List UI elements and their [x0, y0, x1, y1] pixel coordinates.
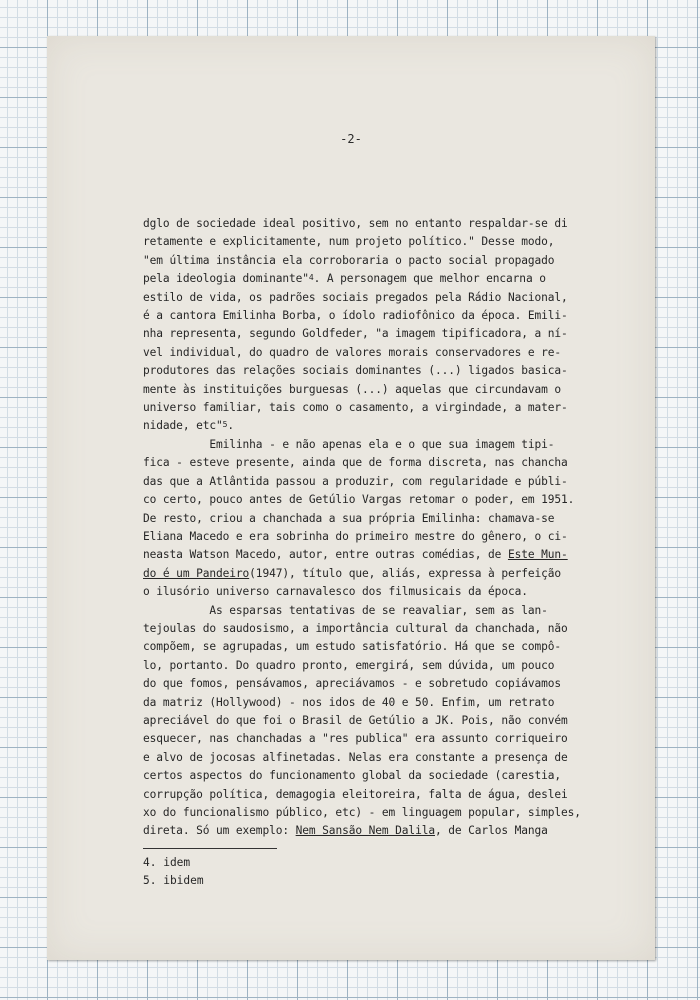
text-line	[143, 675, 613, 693]
text-line	[143, 546, 613, 564]
text-segment: das que a Atlântida passou a produzir, com regularidade e públi-	[143, 474, 568, 488]
text-segment: fica - esteve presente, ainda que de forma discreta, nas chancha	[143, 456, 568, 470]
text-segment: retamente e explicitamente, num projeto político." Desse modo,	[143, 235, 555, 249]
text-line	[143, 325, 613, 343]
text-line	[143, 565, 613, 583]
text-segment: universo familiar, tais como o casamento, a virgindade, a mater-	[143, 401, 568, 415]
text-line	[143, 822, 613, 840]
text-line	[143, 620, 613, 638]
text-line	[143, 583, 613, 601]
text-line	[143, 215, 613, 233]
text-line	[143, 804, 613, 822]
text-line	[143, 307, 613, 325]
text-segment: . A personagem que melhor encarna o	[313, 272, 546, 286]
text-segment: lo, portanto. Do quadro pronto, emergirá, sem dúvida, um pouco	[143, 658, 555, 672]
text-segment: pela ideologia dominante"	[143, 272, 309, 286]
text-line	[143, 362, 613, 380]
text-line	[143, 399, 613, 417]
text-line	[143, 602, 613, 620]
text-line	[143, 344, 613, 362]
footnote-ref: 5	[222, 420, 228, 430]
text-segment: As esparsas tentativas de se reavaliar, sem as lan-	[143, 603, 548, 617]
footnote-item: 5. ibidem	[143, 874, 204, 888]
text-line	[143, 454, 613, 472]
text-segment: o ilusório universo carnavalesco dos filmusicais da época.	[143, 585, 528, 599]
text-line	[143, 767, 613, 785]
text-segment: vel individual, do quadro de valores morais conservadores e re-	[143, 345, 562, 359]
text-segment: e alvo de jocosas alfinetadas. Nelas era constante a presença de	[143, 750, 568, 764]
text-line	[143, 528, 613, 546]
footnote-separator	[143, 848, 277, 849]
text-segment: De resto, criou a chanchada a sua própria Emilinha: chamava-se	[143, 511, 555, 525]
text-line	[143, 252, 613, 270]
text-segment: co certo, pouco antes de Getúlio Vargas retomar o poder, em 1951.	[143, 493, 575, 507]
text-segment: corrupção política, demagogia eleitoreira, falta de água, deslei	[143, 787, 568, 801]
text-line	[143, 436, 613, 454]
underlined-title: Nem Sansão Nem Dalila	[295, 824, 435, 838]
underlined-title: Este Mun-	[507, 548, 568, 562]
text-segment: , de Carlos Manga	[434, 824, 548, 838]
text-segment: esquecer, nas chanchadas a "res publica" era assunto corriqueiro	[143, 732, 568, 746]
text-segment: da matriz (Hollywood) - nos idos de 40 e 50. Enfim, um retrato	[143, 695, 555, 709]
text-segment: do que fomos, pensávamos, apreciávamos - e sobretudo copiávamos	[143, 677, 562, 691]
text-line	[143, 657, 613, 675]
text-line	[143, 270, 613, 288]
footnote-ref: 4	[308, 273, 314, 283]
text-segment: neasta Watson Macedo, autor, entre outras comédias, de	[143, 548, 508, 562]
page-number: -2-	[340, 132, 362, 146]
text-line	[143, 491, 613, 509]
text-segment: produtores das relações sociais dominantes (...) ligados basica-	[143, 364, 568, 378]
text-segment: dglo de sociedade ideal positivo, sem no entanto respaldar-se di	[143, 217, 568, 230]
text-segment: xo do funcionalismo público, etc) - em linguagem popular, simples,	[143, 806, 581, 819]
text-segment: tejoulas do saudosismo, a importância cultural da chanchada, não	[143, 621, 568, 635]
text-line	[143, 749, 613, 767]
body-text	[143, 215, 613, 841]
text-line	[143, 694, 613, 712]
text-segment: compõem, se agrupadas, um estudo satisfatório. Há que se compô-	[143, 640, 562, 654]
text-line	[143, 712, 613, 730]
text-segment: nha representa, segundo Goldfeder, "a imagem tipificadora, a ní-	[143, 327, 568, 341]
text-segment: nidade, etc"	[143, 419, 223, 433]
text-line	[143, 473, 613, 491]
underlined-title: do é um Pandeiro	[143, 566, 250, 580]
text-segment: .	[227, 419, 234, 433]
text-segment: "em última instância ela corroboraria o pacto social propagado	[143, 253, 555, 267]
footnote-item: 4. idem	[143, 856, 191, 869]
text-segment: direta. Só um exemplo:	[143, 824, 296, 838]
text-segment: apreciável do que foi o Brasil de Getúlio a JK. Pois, não convém	[143, 713, 568, 727]
text-line	[143, 786, 613, 804]
text-segment: é a cantora Emilinha Borba, o ídolo radiofônico da época. Emili-	[143, 309, 568, 323]
text-segment: Emilinha - e não apenas ela e o que sua imagem tipi-	[143, 437, 555, 451]
text-line	[143, 638, 613, 656]
footnotes	[143, 854, 204, 891]
text-segment: Eliana Macedo e era sobrinha do primeiro mestre do gênero, o ci-	[143, 529, 568, 543]
text-segment: mente às instituições burguesas (...) aquelas que circundavam o	[143, 382, 562, 396]
text-line	[143, 510, 613, 528]
text-line	[143, 417, 613, 435]
text-segment: estilo de vida, os padrões sociais pregados pela Rádio Nacional,	[143, 290, 568, 304]
text-segment: (1947), título que, aliás, expressa à perfeição	[249, 566, 562, 580]
text-segment: certos aspectos do funcionamento global da sociedade (carestia,	[143, 769, 562, 783]
text-line	[143, 233, 613, 251]
text-line	[143, 289, 613, 307]
typed-page	[47, 36, 655, 960]
text-line	[143, 381, 613, 399]
text-line	[143, 730, 613, 748]
